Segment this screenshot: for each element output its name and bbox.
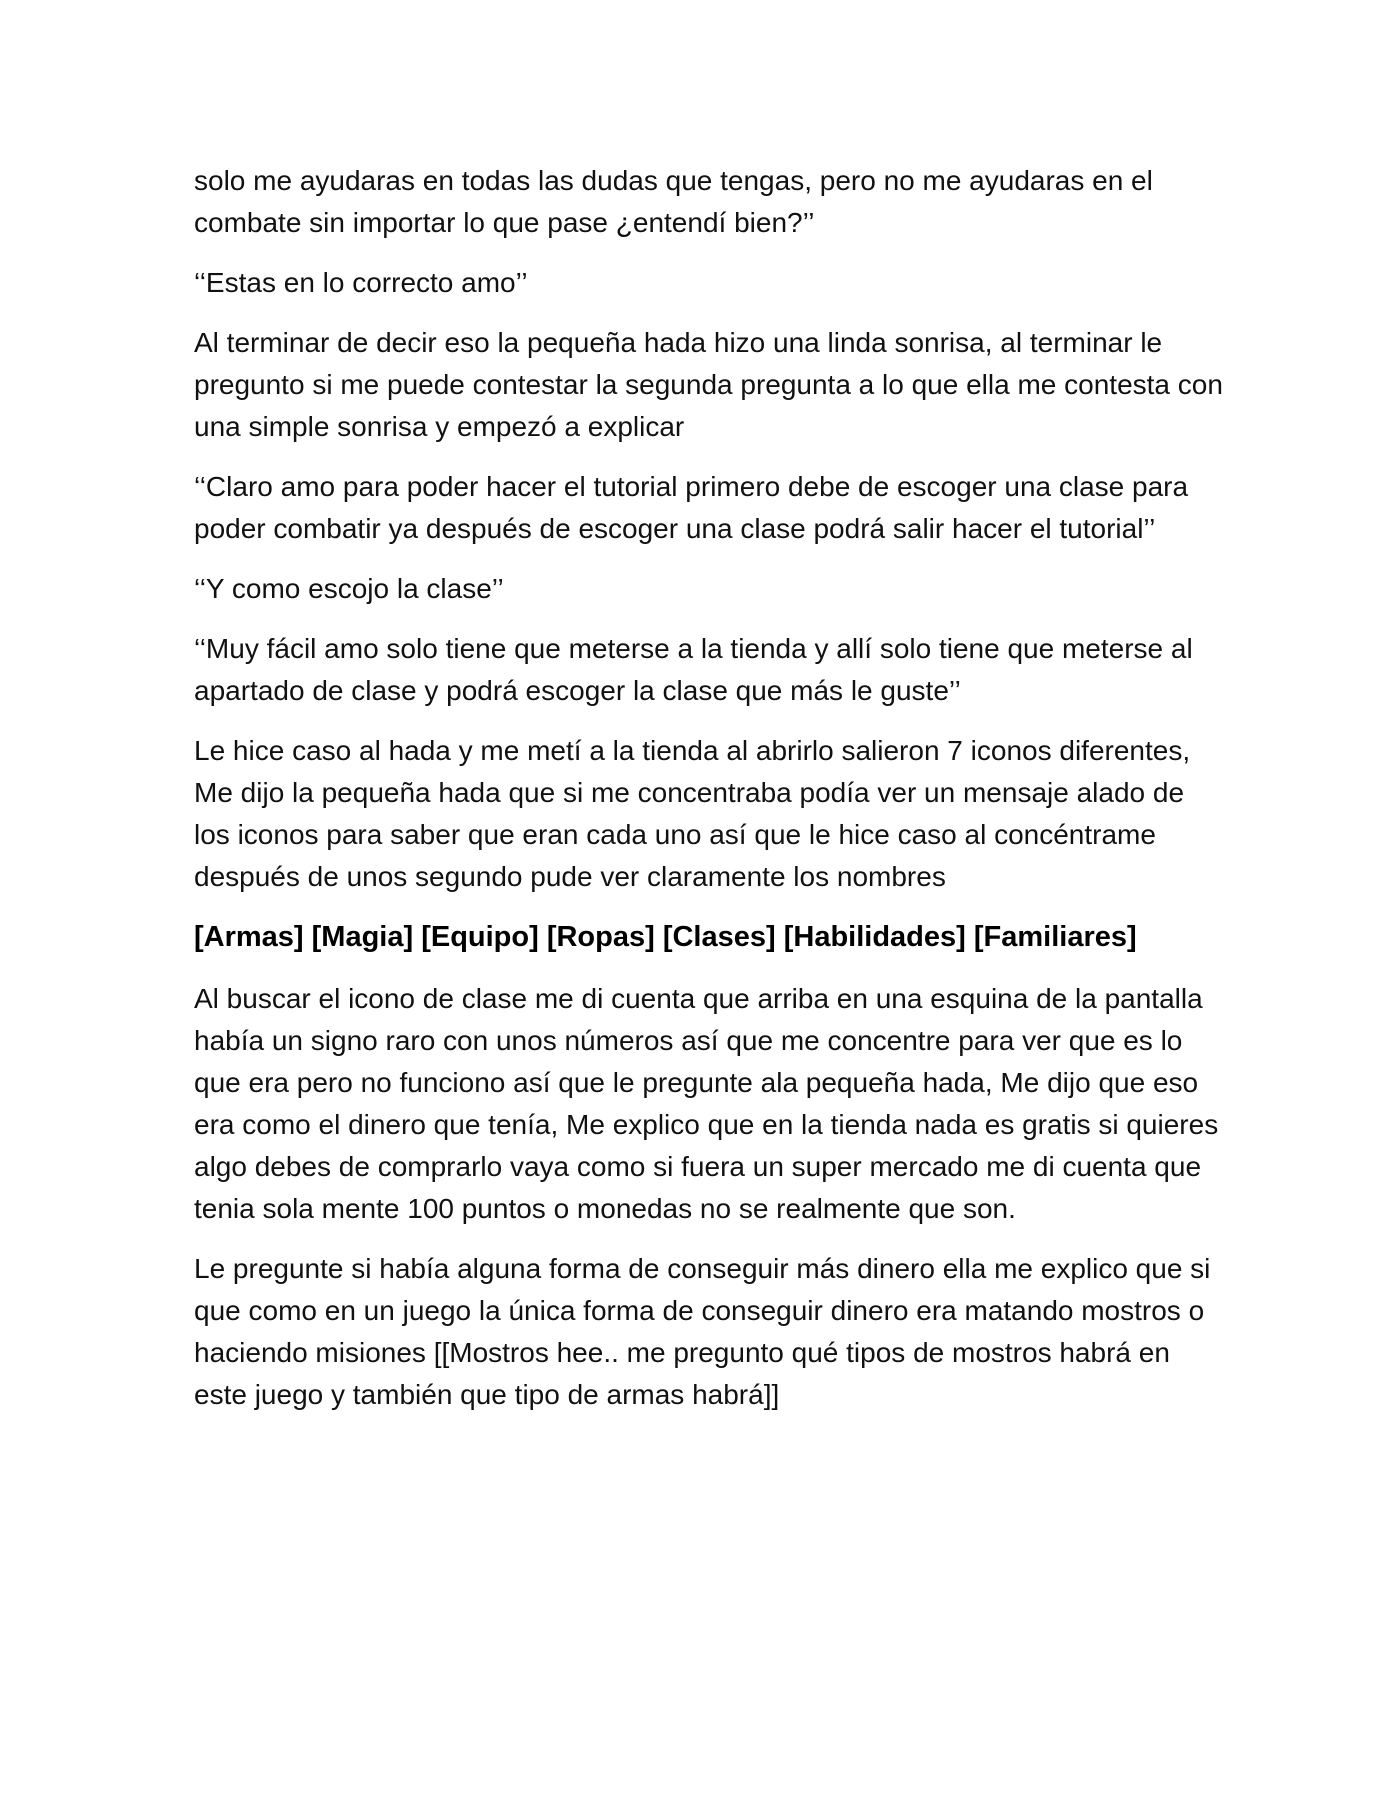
- paragraph: Al buscar el icono de clase me di cuenta que arriba en una esquina de la pantalla había un signo raro con unos números así que me concentre para ver que es lo que era pero no funciono así que le pregunte ala pequeña hada, Me dijo que eso era como el dinero que tenía, Me explico que en la tienda nada es gratis si quieres algo debes de comprarlo vaya como si fuera un super mercado me di cuenta que tenia sola mente 100 puntos o monedas no se realmente que son.: [194, 983, 1219, 1224]
- paragraph: ‘‘Estas en lo correcto amo’’: [194, 267, 528, 298]
- paragraph: Le hice caso al hada y me metí a la tienda al abrirlo salieron 7 iconos diferentes, Me dijo la pequeña hada que si me concentraba podía ver un mensaje alado de los iconos para saber que eran cada uno así que le hice caso al concéntrame después de unos segundo pude ver claramente los nombres: [194, 735, 1191, 892]
- shop-categories-heading: [Armas] [Magia] [Equipo] [Ropas] [Clases] [Habilidades] [Familiares]: [194, 921, 1137, 953]
- paragraph: ‘‘Claro amo para poder hacer el tutorial primero debe de escoger una clase para poder combatir ya después de escoger una clase podrá salir hacer el tutorial’’: [194, 471, 1189, 544]
- paragraph: solo me ayudaras en todas las dudas que tengas, pero no me ayudaras en el combate sin importar lo que pase ¿entendí bien?’’: [194, 165, 1153, 238]
- document-body: [194, 160, 1224, 1434]
- paragraph: ‘‘Y como escojo la clase’’: [194, 573, 504, 604]
- paragraph: Le pregunte si había alguna forma de conseguir más dinero ella me explico que si que como en un juego la única forma de conseguir dinero era matando mostros o haciendo misiones [[Mostros hee.. me pregunto qué tipos de mostros habrá en este juego y también que tipo de armas habrá]]: [194, 1253, 1211, 1410]
- paragraph: Al terminar de decir eso la pequeña hada hizo una linda sonrisa, al terminar le pregunto si me puede contestar la segunda pregunta a lo que ella me contesta con una simple sonrisa y empezó a explicar: [194, 327, 1223, 442]
- paragraph: ‘‘Muy fácil amo solo tiene que meterse a la tienda y allí solo tiene que meterse al apartado de clase y podrá escoger la clase que más le guste’’: [194, 633, 1193, 706]
